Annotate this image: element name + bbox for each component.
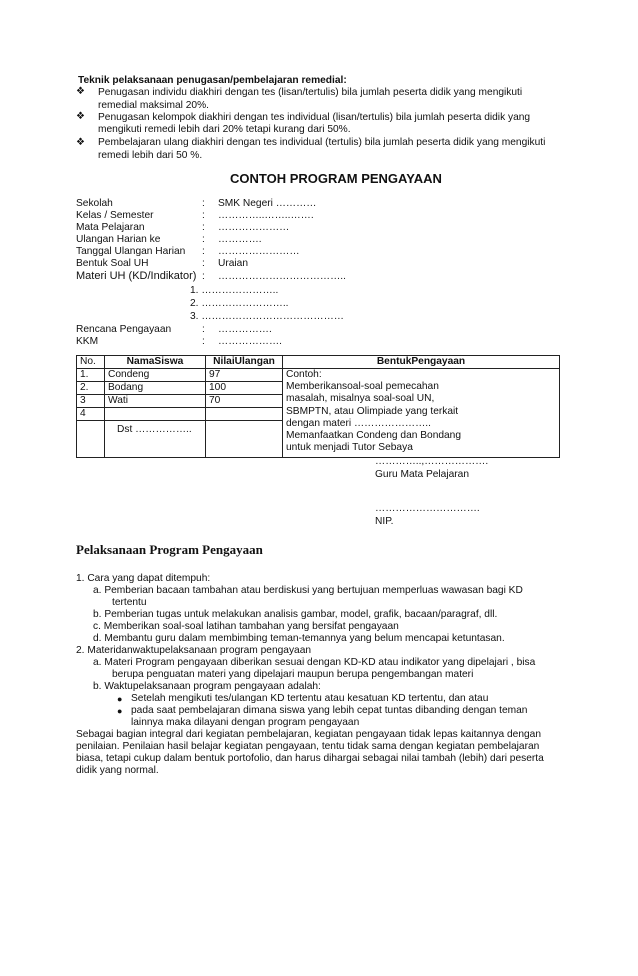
pengayaan-table	[76, 355, 560, 458]
pengayaan-line: Memanfaatkan Condeng dan Bondang	[286, 430, 462, 442]
paragraph-line: biasa, tetapi cukup dalam bentuk portofolio, dan harus dihargai sebagai nilai tambah (lebih) dari peserta	[76, 753, 544, 764]
list-item: tertentu	[112, 597, 147, 608]
form-value: …………….	[218, 324, 272, 335]
table-cell: 100	[206, 382, 283, 395]
form-value: ……………….	[218, 336, 282, 347]
pengayaan-line: Contoh:	[286, 369, 322, 380]
table-cell: 70	[206, 395, 283, 408]
column-header: NilaiUlangan	[206, 356, 283, 369]
column-header: NamaSiswa	[105, 356, 206, 369]
list-item: a. Materi Program pengayaan diberikan sesuai dengan KD-KD atau indikator yang dipelajari , bisa	[93, 657, 536, 668]
form-label: Ulangan Harian ke	[76, 234, 161, 245]
pengayaan-line: SBMPTN, atau Olimpiade yang terkait	[286, 405, 459, 417]
table-cell	[77, 421, 105, 458]
form-label: Tanggal Ulangan Harian	[76, 246, 186, 257]
table-cell: Condeng	[105, 369, 206, 382]
form-label: Sekolah	[76, 198, 113, 209]
list-item: b. Pemberian tugas untuk melakukan analisis gambar, model, grafik, bacaan/paragraf, dll.	[93, 609, 498, 620]
pengayaan-cell	[283, 369, 560, 458]
form-value: ………….	[218, 234, 262, 245]
indicator-line-1: 1. …………………..	[190, 285, 279, 296]
pengayaan-line: untuk menjadi Tutor Sebaya	[286, 442, 413, 454]
paragraph-line: penilaian. Penilaian hasil belajar kegiatan pengayaan, tentu tidak sama dengan kegiatan pembelajaran	[76, 741, 540, 752]
column-header: BentukPengayaan	[283, 356, 560, 369]
form-value: ……………………	[218, 246, 300, 257]
form-colon: :	[202, 210, 205, 221]
remedial-item-3-line-2: remedi lebih dari 50 %.	[98, 150, 203, 161]
remedial-heading: Teknik pelaksanaan penugasan/pembelajaran remedial:	[78, 75, 347, 86]
table-cell: Wati	[105, 395, 206, 408]
diamond-bullet-icon: ❖	[76, 111, 85, 122]
form-colon: :	[202, 198, 205, 209]
list-item: a. Pemberian bacaan tambahan atau berdiskusi yang bertujuan memperluas wawasan bagi KD	[93, 585, 523, 596]
form-colon: :	[202, 234, 205, 245]
list-item: 2. Materidanwaktupelaksanaan program pengayaan	[76, 645, 312, 656]
form-label: Rencana Pengayaan	[76, 324, 172, 335]
remedial-item-2-line-2: mengikuti remedi lebih dari 20% tetapi kurang dari 50%.	[98, 124, 351, 135]
pengayaan-line: Memberikansoal-soal pemecahan	[286, 381, 439, 393]
form-label: KKM	[76, 336, 99, 347]
form-value: Uraian	[218, 258, 249, 269]
page-title: CONTOH PROGRAM PENGAYAAN	[230, 171, 442, 186]
table-cell: 2.	[77, 382, 105, 395]
table-cell: 4	[77, 408, 105, 421]
table-cell	[105, 408, 206, 421]
form-value: …………..……..…….	[218, 210, 314, 221]
form-colon: :	[202, 258, 205, 269]
form-label: Bentuk Soal UH	[76, 258, 149, 269]
paragraph-line: Sebagai bagian integral dari kegiatan pembelajaran, kegiatan pengayaan tidak lepas kaitannya dengan	[76, 729, 542, 740]
table-cell	[206, 408, 283, 421]
form-colon: :	[202, 271, 205, 282]
table-row	[77, 369, 560, 382]
signature-nip: NIP.	[375, 516, 394, 527]
remedial-item-2-line-1: Penugasan kelompok diakhiri dengan tes individual (lisan/tertulis) bila jumlah peserta didik yang	[98, 112, 531, 123]
dot-bullet-icon: ●	[117, 706, 123, 716]
list-item: berupa penguatan materi yang dipelajari maupun berupa pengembangan materi	[112, 669, 474, 680]
signature-name-line: ………………………….	[375, 503, 480, 514]
form-value: SMK Negeri …………	[218, 198, 317, 209]
diamond-bullet-icon: ❖	[76, 86, 85, 97]
form-value: ………………………………..	[218, 271, 346, 282]
list-item: pada saat pembelajaran dimana siswa yang lebih cepat tuntas dibanding dengan teman	[131, 705, 528, 716]
list-item: d. Membantu guru dalam membimbing teman-temannya yang belum mencapai ketuntasan.	[93, 633, 505, 644]
table-cell: Dst ……………..	[105, 421, 206, 458]
remedial-item-3-line-1: Pembelajaran ulang diakhiri dengan tes individual (tertulis) bila jumlah peserta didik yang mengikuti	[98, 137, 546, 148]
form-label: Mata Pelajaran	[76, 222, 145, 233]
paragraph-line: didik yang normal.	[76, 765, 159, 776]
form-colon: :	[202, 246, 205, 257]
list-item: lainnya maka dilayani dengan program pengayaan	[131, 717, 360, 728]
form-colon: :	[202, 324, 205, 335]
list-item: c. Memberikan soal-soal latihan tambahan yang bersifat pengayaan	[93, 621, 399, 632]
form-label: Kelas / Semester	[76, 210, 154, 221]
form-label: Materi UH (KD/Indikator)	[76, 270, 197, 282]
form-colon: :	[202, 222, 205, 233]
pengayaan-line: masalah, misalnya soal-soal UN,	[286, 393, 435, 405]
table-cell: Bodang	[105, 382, 206, 395]
dot-bullet-icon: ●	[117, 694, 123, 704]
list-item: 1. Cara yang dapat ditempuh:	[76, 573, 211, 584]
form-colon: :	[202, 336, 205, 347]
indicator-line-3: 3. ……………………………………	[190, 311, 344, 322]
diamond-bullet-icon: ❖	[76, 137, 85, 148]
pelaksanaan-heading: Pelaksanaan Program Pengayaan	[76, 542, 263, 557]
table-cell: 1.	[77, 369, 105, 382]
form-value: …………………	[218, 222, 290, 233]
list-item: Setelah mengikuti tes/ulangan KD tertentu atau kesatuan KD tertentu, dan atau	[131, 693, 489, 704]
pengayaan-line: dengan materi …………………..	[286, 417, 431, 429]
table-cell	[206, 421, 283, 458]
remedial-item-1-line-1: Penugasan individu diakhiri dengan tes (lisan/tertulis) bila jumlah peserta didik yang mengikuti	[98, 87, 523, 98]
column-header: No.	[77, 356, 105, 369]
list-item: b. Waktupelaksanaan program pengayaan adalah:	[93, 681, 321, 692]
signature-role: Guru Mata Pelajaran	[375, 469, 470, 480]
signature-place-date: …………..,……………….	[375, 456, 489, 467]
table-cell: 3	[77, 395, 105, 408]
table-cell: 97	[206, 369, 283, 382]
table-header-row	[77, 356, 560, 369]
remedial-item-1-line-2: remedial maksimal 20%.	[98, 100, 209, 111]
indicator-line-2: 2. ……………………..	[190, 298, 289, 309]
